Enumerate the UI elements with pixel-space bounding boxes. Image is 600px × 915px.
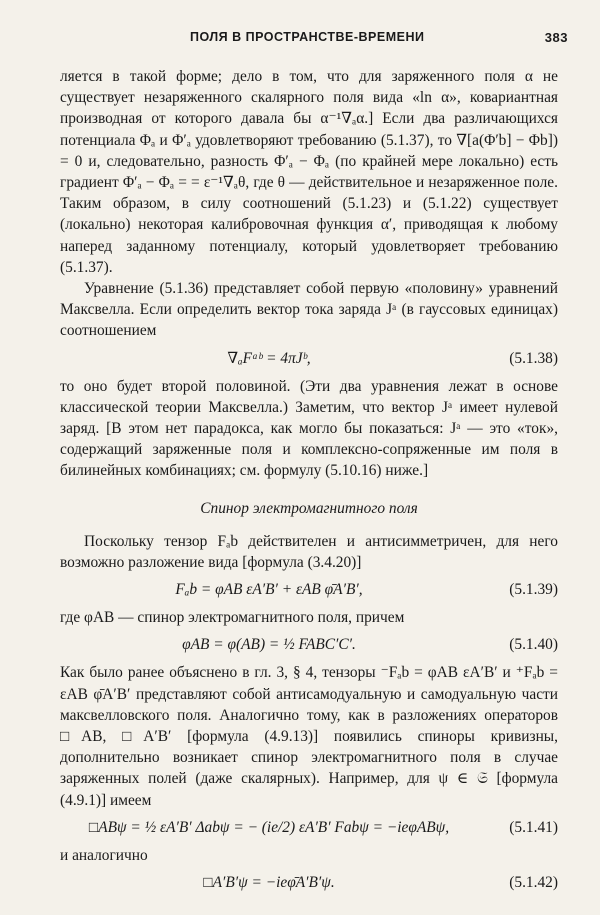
equation-5-1-39 [60, 573, 558, 607]
paragraph-2: Уравнение (5.1.36) представляет собой первую «половину» уравнений Максвелла. Если определить вектор тока заряда Jᵃ (в гауссовых единицах) соотношением [60, 280, 558, 340]
paragraph-6: Как было ранее объяснено в гл. 3, § 4, тензоры ⁻Fₐb = φAB εA′B′ и ⁺Fₐb = εAB φ̄A′B′ представляют собой антисамодуальную и самодуальную части максвелловского поля. Аналогично тому, как в разложениях операторов □AB, □A′B′ [формула (4.9.13)] появились спиноры кривизны, дополнительно возникает спинор электромагнитного поля в случае заряженных полей (даже скалярных). Например, для ψ ∈ 𝔖 [формула (4.9.1)] имеем [60, 664, 558, 809]
equation-formula: φAB = φ(AB) = ½ FABC′C′. [182, 636, 356, 654]
equation-5-1-40 [60, 628, 558, 662]
equation-number: (5.1.42) [509, 874, 558, 892]
paragraph-4: Поскольку тензор Fₐb действителен и антисимметричен, для него возможно разложение вида [формула (3.4.20)] [60, 532, 558, 572]
paragraph-1: ляется в такой форме; дело в том, что для заряженного поля α не существует незаряженного скалярного поля вида «ln α», ковариантная производная от которого давала бы α⁻¹∇ₐα.] Если два различающихся потенциала Φₐ и Φ′ₐ удовлетворяют требованию (5.1.37), то ∇[a(Φ′b] − Φb]) = 0 и, следовательно, разность Φ′ₐ − Φₐ (по крайней мере локально) есть градиент Φ′ₐ − Φₐ = = ε⁻¹∇ₐθ, где θ — действительное и незаряженное поле. Таким образом, в силу соотношений (5.1.23) и (5.1.22) существует (локально) некоторая калибровочная функция α′, приводящая к любому наперед заданному потенциалу, который удовлетворяет требованию (5.1.37). [60, 68, 558, 276]
equation-formula: □A′B′ψ = −ieφ̄A′B′ψ. [203, 874, 335, 892]
equation-formula: □ABψ = ½ εA′B′ Δabψ = − (ie/2) εA′B′ Fabψ = −ieφABψ, [88, 818, 450, 836]
paragraph-3: то оно будет второй половиной. (Эти два уравнения лежат в основе классической теории Максвелла.) Заметим, что вектор Jᵃ имеет нулевой заряд. [В этом нет парадокса, как могло бы показаться: Jᵃ — это «ток», содержащий заряженные поля и комплексно-сопряженные им поля в билинейных комбинациях; см. формулу (5.10.16) ниже.] [60, 377, 558, 480]
running-title: ПОЛЯ В ПРОСТРАНСТВЕ-ВРЕМЕНИ [190, 30, 425, 44]
section-title: Спинор электромагнитного поля [200, 499, 418, 517]
equation-formula: ∇ₐFᵃᵇ = 4πJᵇ, [227, 349, 311, 367]
equation-5-1-42 [60, 866, 558, 900]
equation-number: (5.1.38) [509, 349, 558, 367]
equation-number: (5.1.39) [509, 581, 558, 599]
equation-formula: Fₐb = φAB εA′B′ + εAB φ̄A′B′, [175, 581, 363, 599]
equation-number: (5.1.40) [509, 636, 558, 654]
equation-number: (5.1.41) [509, 818, 558, 836]
equation-5-1-41 [60, 811, 558, 845]
paragraph-5: где φAB — спинор электромагнитного поля, причем [60, 609, 405, 627]
paragraph-7: и аналогично [60, 846, 148, 864]
page-number: 383 [544, 30, 568, 45]
page-body [60, 66, 558, 900]
equation-5-1-38 [60, 342, 558, 376]
